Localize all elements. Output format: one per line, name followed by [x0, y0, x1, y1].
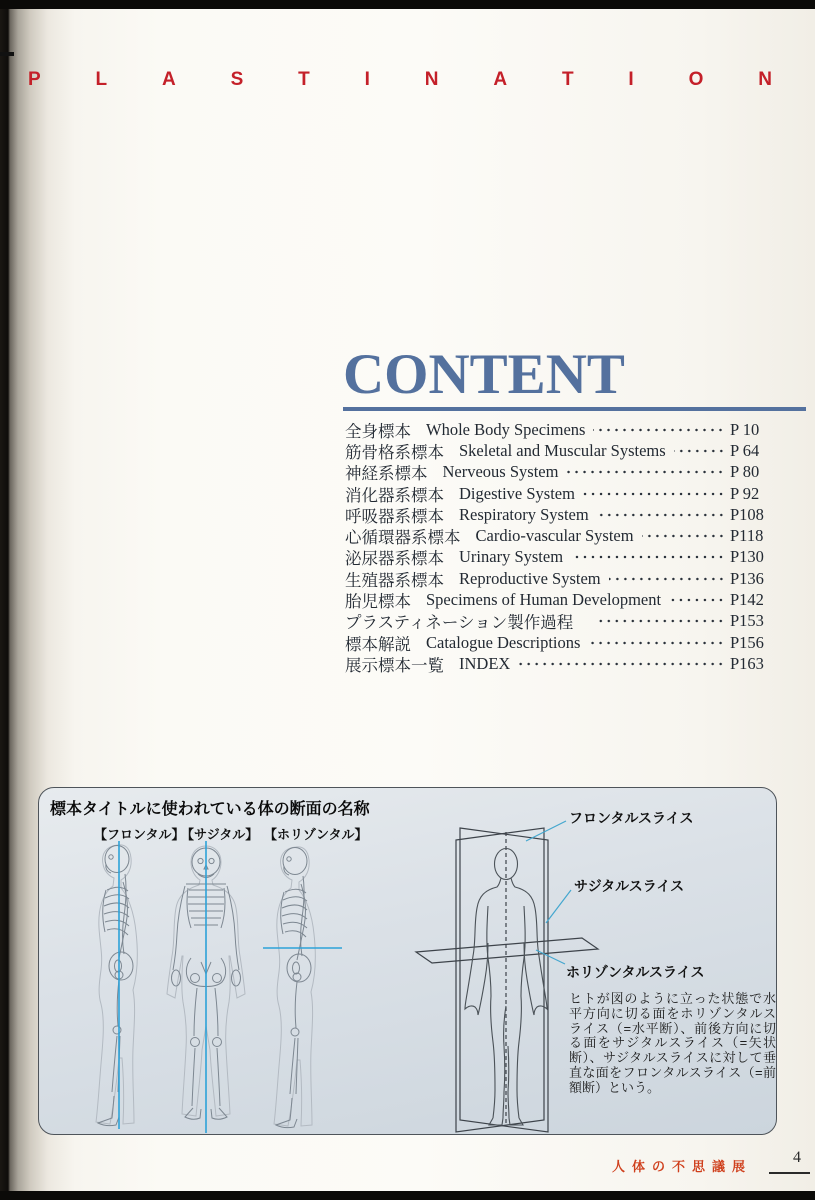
toc-entry	[345, 547, 767, 568]
brand-letter: T	[298, 69, 310, 90]
toc-entry-page: P108	[730, 504, 764, 524]
dot-leader	[597, 513, 725, 517]
brand-letter: L	[95, 69, 108, 90]
brand-plastination	[28, 70, 772, 90]
brand-letter: I	[628, 69, 634, 90]
dot-leader	[642, 534, 725, 538]
toc-entry-jp: 生殖器系標本	[345, 570, 444, 590]
brand-letter: N	[424, 69, 439, 90]
dot-leader	[593, 428, 725, 432]
sagittal-view-label: 【サジタル】	[181, 827, 259, 842]
toc-entry-en: Skeletal and Muscular Systems	[459, 440, 666, 460]
dot-leader	[518, 662, 725, 666]
toc-entry-en: Nerveous System	[442, 462, 559, 482]
frontal-view-label: 【フロンタル】	[94, 827, 185, 842]
toc-heading: CONTENT	[343, 343, 625, 406]
brand-letter: I	[364, 69, 370, 90]
toc-entry-jp: 心循環器系標本	[345, 528, 461, 548]
footer-page-rule	[769, 1172, 810, 1174]
dot-leader	[609, 577, 725, 581]
toc-entry-jp: 筋骨格系標本	[345, 442, 444, 462]
diagram-title: 標本タイトルに使われている体の断面の名称	[50, 801, 370, 818]
dot-leader	[571, 555, 725, 559]
toc-entry-en: Whole Body Specimens	[426, 419, 586, 439]
toc-entry-jp: 胎児標本	[345, 592, 411, 612]
brand-letter: A	[493, 69, 508, 90]
scan-bottom-edge	[0, 1191, 815, 1200]
toc-entry-jp: 神経系標本	[345, 464, 428, 484]
dot-leader	[588, 641, 725, 645]
diagram-description: ヒトが図のように立った状態で水平方向に切る面をホリゾンタルスライス（=水平断）、前後方向に切る面をサジタルスライス（=矢状断）、サジタルスライスに対して垂直な面をフロンタルスライス（=前額断）という。	[569, 991, 776, 1095]
frontal-slice-label: フロンタルスライス	[569, 810, 694, 826]
toc-entry	[345, 504, 767, 525]
toc-entry-en: Specimens of Human Development	[426, 590, 662, 610]
toc-entry	[345, 632, 767, 653]
toc-entry-page: P 92	[730, 483, 760, 503]
toc-entry-page: P163	[730, 653, 764, 673]
toc-entry	[345, 440, 767, 461]
sagittal-slice-label: サジタルスライス	[574, 878, 685, 894]
toc-entry-en: Respiratory System	[459, 504, 589, 524]
brand-letter: N	[758, 69, 772, 90]
toc-entry	[345, 589, 767, 610]
dot-leader	[596, 619, 725, 623]
toc-entry-page: P118	[730, 526, 764, 546]
toc-entry-en: Digestive System	[459, 483, 575, 503]
toc-entry-jp: 消化器系標本	[345, 485, 444, 505]
section-plane-lines	[119, 841, 342, 1133]
scan-top-edge	[0, 0, 815, 9]
dot-leader	[566, 470, 725, 474]
toc-entry-page: P 64	[730, 440, 760, 460]
horizontal-view-label: 【ホリゾンタル】	[264, 827, 368, 842]
skeleton-side-frontal	[96, 845, 137, 1126]
brand-letter: T	[561, 69, 574, 90]
toc-entry	[345, 462, 767, 483]
toc-entry-page: P 10	[730, 419, 760, 439]
toc-entry-page: P136	[730, 568, 764, 588]
brand-letter: S	[230, 69, 244, 90]
toc-entry-page: P 80	[730, 462, 760, 482]
toc-entry	[345, 483, 767, 504]
brand-letter: O	[688, 69, 704, 90]
toc-entry	[345, 419, 767, 440]
table-of-contents	[345, 419, 767, 675]
toc-entry-jp: プラスティネーション製作過程	[345, 613, 574, 633]
footer-page-number: 4	[793, 1149, 801, 1166]
toc-entry-en: Reproductive System	[459, 568, 601, 588]
toc-entry-jp: 標本解説	[345, 634, 411, 654]
toc-entry-page: P142	[730, 590, 764, 610]
registration-mark	[0, 52, 14, 56]
toc-entry	[345, 611, 767, 632]
toc-entry-jp: 泌尿器系標本	[345, 549, 444, 569]
toc-heading-rule	[343, 407, 806, 411]
toc-entry-page: P130	[730, 547, 764, 567]
skeleton-side-horizontal	[274, 847, 315, 1128]
toc-entry	[345, 653, 767, 674]
dot-leader	[674, 449, 725, 453]
toc-entry	[345, 568, 767, 589]
horizontal-slice-label: ホリゾンタルスライス	[566, 964, 705, 980]
toc-entry-jp: 全身標本	[345, 421, 411, 441]
footer-exhibition-title: 人体の不思議展	[612, 1159, 753, 1174]
toc-entry-en: Urinary System	[459, 547, 564, 567]
toc-entry-page: P156	[730, 632, 764, 652]
dot-leader	[583, 492, 725, 496]
body-section-diagram-panel	[38, 787, 777, 1135]
toc-entry-page: P153	[730, 611, 764, 631]
brand-letter: A	[162, 69, 176, 90]
toc-entry-en: Catalogue Descriptions	[426, 632, 581, 652]
brand-letter: P	[28, 69, 41, 90]
toc-entry	[345, 525, 767, 546]
toc-entry-jp: 展示標本一覧	[345, 655, 444, 675]
dot-leader	[669, 598, 725, 602]
toc-entry-en: Cardio-vascular System	[475, 526, 634, 546]
toc-entry-en: INDEX	[459, 653, 511, 673]
toc-entry-jp: 呼吸器系標本	[345, 506, 444, 526]
